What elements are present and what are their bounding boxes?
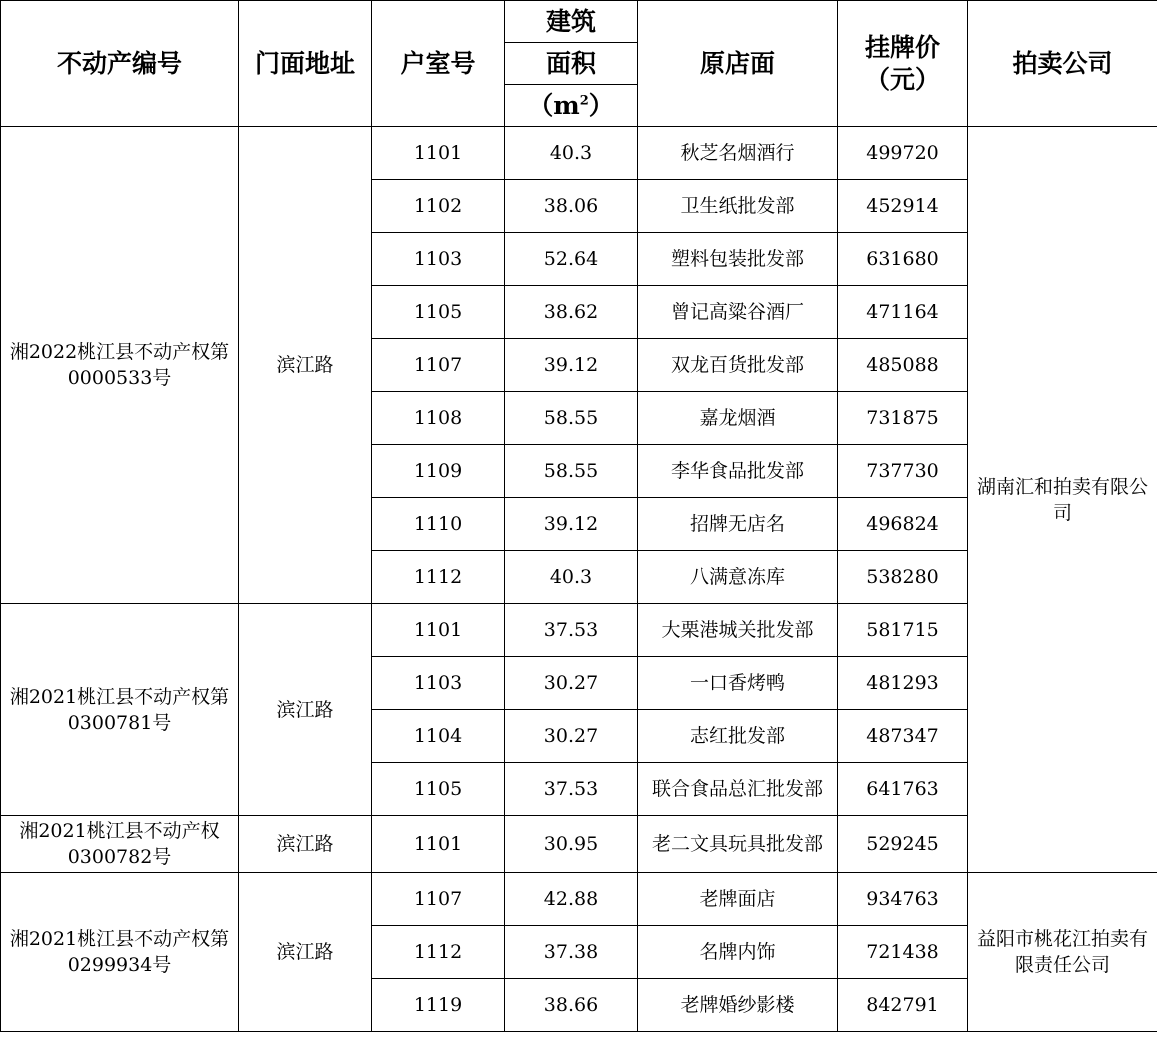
area-cell: 58.55 — [505, 392, 638, 445]
room-cell: 1101 — [372, 816, 505, 873]
room-cell: 1109 — [372, 445, 505, 498]
address-cell: 滨江路 — [239, 127, 372, 604]
estate-no-cell: 湘2021桃江县不动产权第0299934号 — [1, 873, 239, 1032]
area-cell: 30.95 — [505, 816, 638, 873]
room-cell: 1112 — [372, 551, 505, 604]
company-cell: 湖南汇和拍卖有限公司 — [968, 127, 1157, 873]
price-cell: 499720 — [838, 127, 968, 180]
estate-no-cell: 湘2021桃江县不动产权第0300781号 — [1, 604, 239, 816]
area-cell: 30.27 — [505, 657, 638, 710]
price-cell: 581715 — [838, 604, 968, 657]
price-cell: 842791 — [838, 979, 968, 1032]
header-room-no: 户室号 — [372, 1, 505, 127]
price-cell: 631680 — [838, 233, 968, 286]
shop-cell: 联合食品总汇批发部 — [638, 763, 838, 816]
estate-no-cell: 湘2022桃江县不动产权第0000533号 — [1, 127, 239, 604]
header-price-line1: 挂牌价 — [864, 32, 940, 62]
shop-cell: 老牌婚纱影楼 — [638, 979, 838, 1032]
shop-cell: 一口香烤鸭 — [638, 657, 838, 710]
room-cell: 1107 — [372, 339, 505, 392]
shop-cell: 八满意冻库 — [638, 551, 838, 604]
shop-cell: 秋芝名烟酒行 — [638, 127, 838, 180]
room-cell: 1101 — [372, 127, 505, 180]
room-cell: 1112 — [372, 926, 505, 979]
area-cell: 40.3 — [505, 551, 638, 604]
room-cell: 1105 — [372, 763, 505, 816]
room-cell: 1103 — [372, 657, 505, 710]
header-area-unit-open: （m — [528, 90, 580, 120]
room-cell: 1102 — [372, 180, 505, 233]
header-address: 门面地址 — [239, 1, 372, 127]
shop-cell: 老二文具玩具批发部 — [638, 816, 838, 873]
price-cell: 471164 — [838, 286, 968, 339]
room-cell: 1101 — [372, 604, 505, 657]
shop-cell: 曾记高粱谷酒厂 — [638, 286, 838, 339]
shop-cell: 双龙百货批发部 — [638, 339, 838, 392]
room-cell: 1104 — [372, 710, 505, 763]
price-cell: 934763 — [838, 873, 968, 926]
shop-cell: 大栗港城关批发部 — [638, 604, 838, 657]
header-area-unit-sup: 2 — [579, 93, 589, 109]
company-cell: 益阳市桃花江拍卖有限责任公司 — [968, 873, 1157, 1032]
area-cell: 37.53 — [505, 604, 638, 657]
table-row — [1, 127, 1157, 180]
shop-cell: 李华食品批发部 — [638, 445, 838, 498]
room-cell: 1107 — [372, 873, 505, 926]
price-cell: 737730 — [838, 445, 968, 498]
price-cell: 538280 — [838, 551, 968, 604]
address-cell: 滨江路 — [239, 604, 372, 816]
room-cell: 1119 — [372, 979, 505, 1032]
price-cell: 452914 — [838, 180, 968, 233]
area-cell: 58.55 — [505, 445, 638, 498]
header-auction-company: 拍卖公司 — [968, 1, 1157, 127]
room-cell: 1103 — [372, 233, 505, 286]
shop-cell: 名牌内饰 — [638, 926, 838, 979]
header-area-line2: 面积 — [505, 43, 638, 85]
room-cell: 1105 — [372, 286, 505, 339]
area-cell: 30.27 — [505, 710, 638, 763]
estate-no-cell: 湘2021桃江县不动产权0300782号 — [1, 816, 239, 873]
price-cell: 641763 — [838, 763, 968, 816]
address-cell: 滨江路 — [239, 816, 372, 873]
price-cell: 496824 — [838, 498, 968, 551]
area-cell: 42.88 — [505, 873, 638, 926]
shop-cell: 招牌无店名 — [638, 498, 838, 551]
price-cell: 485088 — [838, 339, 968, 392]
area-cell: 39.12 — [505, 339, 638, 392]
room-cell: 1108 — [372, 392, 505, 445]
price-cell: 487347 — [838, 710, 968, 763]
area-cell: 38.62 — [505, 286, 638, 339]
area-cell: 52.64 — [505, 233, 638, 286]
area-cell: 38.06 — [505, 180, 638, 233]
header-original-shop: 原店面 — [638, 1, 838, 127]
area-cell: 37.53 — [505, 763, 638, 816]
header-area-unit — [505, 85, 638, 127]
room-cell: 1110 — [372, 498, 505, 551]
shop-cell: 老牌面店 — [638, 873, 838, 926]
area-cell: 40.3 — [505, 127, 638, 180]
area-cell: 39.12 — [505, 498, 638, 551]
shop-cell: 志红批发部 — [638, 710, 838, 763]
address-cell: 滨江路 — [239, 873, 372, 1032]
header-area-line1: 建筑 — [505, 1, 638, 43]
area-cell: 38.66 — [505, 979, 638, 1032]
price-cell: 481293 — [838, 657, 968, 710]
area-cell: 37.38 — [505, 926, 638, 979]
header-price-line2: （元） — [864, 64, 940, 94]
price-cell: 721438 — [838, 926, 968, 979]
header-estate-no: 不动产编号 — [1, 1, 239, 127]
price-cell: 731875 — [838, 392, 968, 445]
header-price — [838, 1, 968, 127]
shop-cell: 塑料包装批发部 — [638, 233, 838, 286]
price-cell: 529245 — [838, 816, 968, 873]
header-area-unit-close: ） — [588, 90, 614, 120]
shop-cell: 嘉龙烟酒 — [638, 392, 838, 445]
shop-cell: 卫生纸批发部 — [638, 180, 838, 233]
table-row — [1, 873, 1157, 926]
